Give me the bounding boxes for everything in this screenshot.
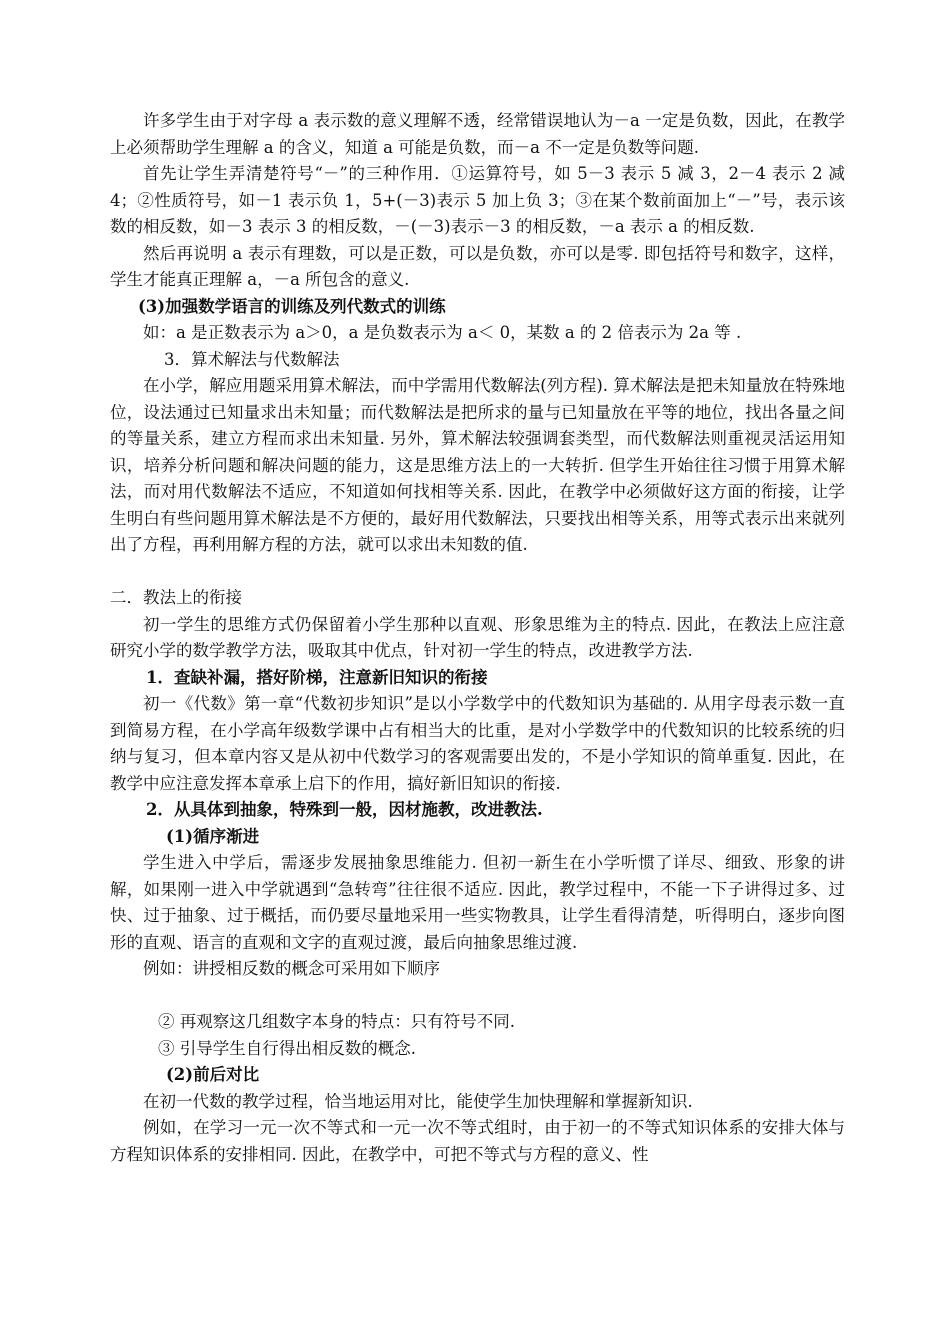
heading-arithmetic-algebra: 3．算术解法与代数解法 bbox=[164, 349, 340, 369]
paragraph-a-rational: 然后再说明 a 表示有理数，可以是正数，可以是负数，亦可以是零. 即包括符号和数字，这样，学生才能真正理解 a，－a 所包含的意义. bbox=[110, 243, 845, 289]
heading-math-language: (3)加强数学语言的训练及列代数式的训练 bbox=[138, 296, 446, 316]
list-item-step-3: ③ 引导学生自行得出相反数的概念. bbox=[158, 1038, 416, 1058]
list-item-step-2: ② 再观察这几组数字本身的特点：只有符号不同. bbox=[158, 1012, 515, 1031]
paragraph-inequality-example: 例如，在学习一元一次不等式和一元一次不等式组时，由于初一的不等式知识体系的安排大体与方程知识体系的安排相同. 因此，在教学中，可把不等式与方程的意义、性 bbox=[110, 1118, 845, 1164]
paragraph-letter-a-meaning: 许多学生由于对字母 a 表示数的意义理解不透，经常错误地认为－a 一定是负数，因此，在教学上必须帮助学生理解 a 的含义，知道 a 可能是负数，而－a 不一定是负数等问题. bbox=[110, 111, 845, 157]
document-page bbox=[110, 108, 845, 1168]
heading-gradual-progress: (1)循序渐进 bbox=[166, 826, 260, 846]
heading-concrete-to-abstract: 2．从具体到抽象，特殊到一般，因材施教，改进教法. bbox=[146, 800, 543, 819]
paragraph-minus-sign-uses: 首先让学生弄清楚符号“－”的三种作用．①运算符号，如 5－3 表示 5 减 3，2－4 表示 2 减 4；②性质符号，如－1 表示负 1，5+(－3)表示 5 加上负 3；③在某个数前面加上“－”号，表示该数的相反数，如－3 表示 3 的相反数，－(－3)表示－3 的相反数，－a 表示 a 的相反数. bbox=[110, 164, 845, 236]
section-heading-teaching-method: 二．教法上的衔接 bbox=[110, 588, 242, 607]
paragraph-use-comparison: 在初一代数的教学过程，恰当地运用对比，能使学生加快理解和掌握新知识. bbox=[143, 1091, 693, 1111]
heading-fill-gaps: 1．查缺补漏，搭好阶梯，注意新旧知识的衔接 bbox=[146, 667, 488, 687]
heading-comparison: (2)前后对比 bbox=[166, 1065, 260, 1084]
paragraph-abstract-thinking: 学生进入中学后，需逐步发展抽象思维能力. 但初一新生在小学听惯了详尽、细致、形象的讲解，如果刚一进入中学就遇到“急转弯”往往很不适应. 因此，教学过程中，不能一下子讲得过多、过快、过于抽象、过于概括，而仍要尽量地采用一些实物教具，让学生看得清楚，听得明白，逐步向图形的直观、语言的直观和文字的直观过渡，最后向抽象思维过渡. bbox=[110, 853, 845, 952]
blank-line bbox=[110, 983, 845, 1010]
paragraph-example-opposite-numbers: 例如：讲授相反数的概念可采用如下顺序 bbox=[143, 959, 440, 978]
blank-line bbox=[110, 559, 845, 586]
paragraph-example-expressions: 如：a 是正数表示为 a＞0，a 是负数表示为 a＜ 0，某数 a 的 2 倍表示为 2a 等 . bbox=[143, 323, 742, 342]
paragraph-algebra-chapter-one: 初一《代数》第一章“代数初步知识”是以小学数学中的代数知识为基础的. 从用字母表示数一直到简易方程，在小学高年级数学课中占有相当大的比重，是对小学数学中的代数知识的比较系统的归纳与复习，但本章内容又是从初中代数学习的客观需要出发的，不是小学知识的简单重复. 因此，在教学中应注意发挥本章承上启下的作用，搞好新旧知识的衔接. bbox=[110, 694, 845, 793]
paragraph-thinking-style: 初一学生的思维方式仍保留着小学生那种以直观、形象思维为主的特点. 因此，在教法上应注意研究小学的数学教学方法，吸取其中优点，针对初一学生的特点，改进教学方法. bbox=[110, 614, 845, 660]
paragraph-arithmetic-vs-algebra: 在小学，解应用题采用算术解法，而中学需用代数解法(列方程). 算术解法是把未知量放在特殊地位，设法通过已知量求出未知量；而代数解法是把所求的量与已知量放在平等的地位，找出各量之间的等量关系，建立方程而求出未知量. 另外，算术解法较强调套类型，而代数解法则重视灵活运用知识，培养分析问题和解决问题的能力，这是思维方法上的一大转折. 但学生开始往往习惯于用算术解法，而对用代数解法不适应，不知道如何找相等关系. 因此，在教学中必须做好这方面的衔接，让学生明白有些问题用算术解法是不方便的，最好用代数解法，只要找出相等关系，用等式表示出来就列出了方程，再利用解方程的方法，就可以求出未知数的值. bbox=[110, 376, 845, 554]
